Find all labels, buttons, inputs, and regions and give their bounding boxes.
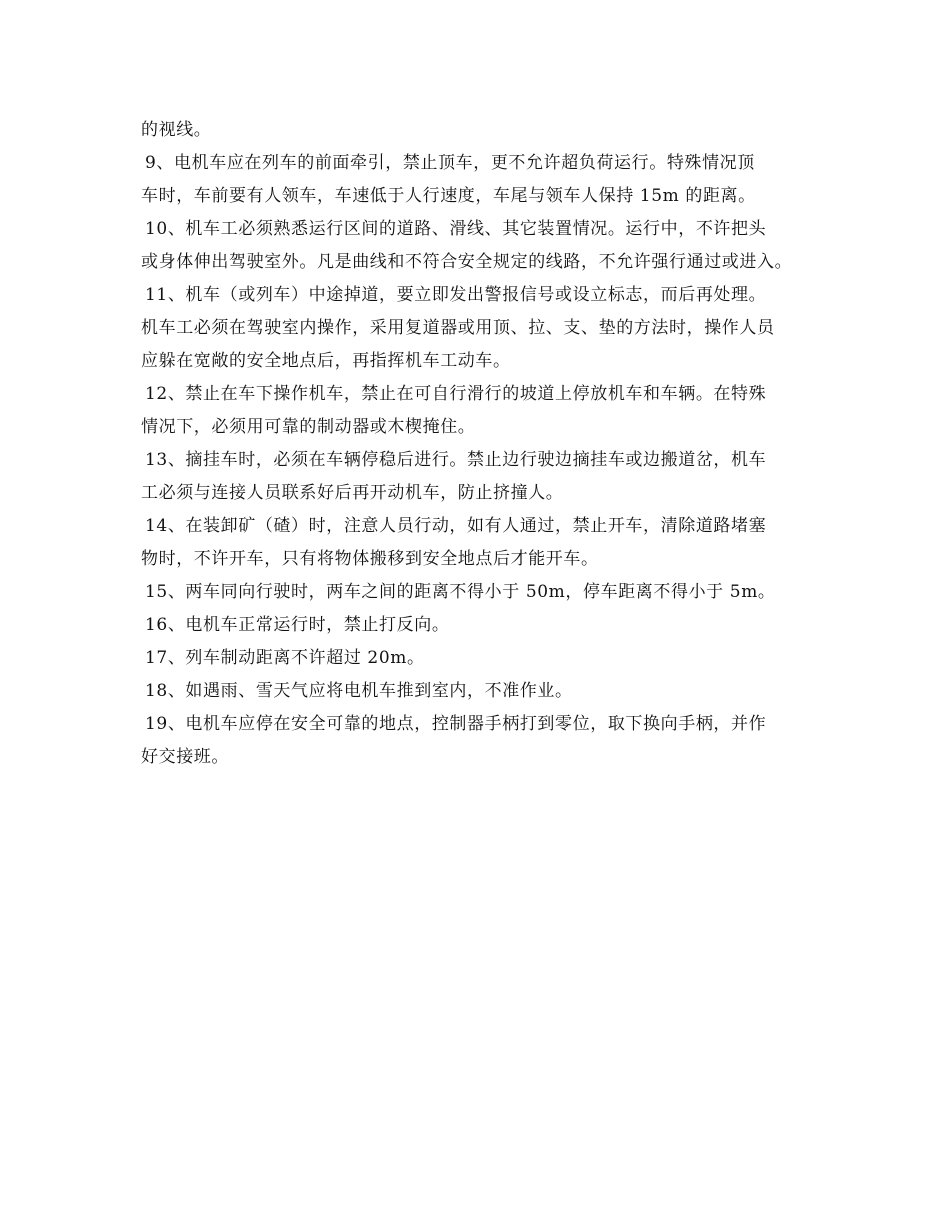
text-line: 13、摘挂车时，必须在车辆停稳后进行。禁止边行驶边摘挂车或边搬道岔，机车	[145, 450, 767, 470]
text-line: 情况下，必须用可靠的制动器或木楔掩住。	[141, 417, 476, 437]
text-line: 19、电机车应停在安全可靠的地点，控制器手柄打到零位，取下换向手柄，并作	[145, 714, 767, 734]
document-body	[141, 114, 819, 774]
text-line: 12、禁止在车下操作机车，禁止在可自行滑行的坡道上停放机车和车辆。在特殊	[145, 384, 767, 404]
text-line: 9、电机车应在列车的前面牵引，禁止顶车，更不允许超负荷运行。特殊情况顶	[145, 153, 755, 173]
text-line: 10、机车工必须熟悉运行区间的道路、滑线、其它装置情况。运行中，不许把头	[145, 219, 767, 239]
text-line: 的视线。	[141, 120, 212, 140]
text-line: 17、列车制动距离不许超过 20m。	[145, 648, 425, 668]
text-line: 工必须与连接人员联系好后再开动机车，防止挤撞人。	[141, 483, 564, 503]
text-line: 14、在装卸矿（碴）时，注意人员行动，如有人通过，禁止开车，清除道路堵塞	[145, 516, 767, 536]
text-line: 车时，车前要有人领车，车速低于人行速度，车尾与领车人保持 15m 的距离。	[141, 186, 756, 206]
text-line: 16、电机车正常运行时，禁止打反向。	[145, 615, 450, 635]
text-line: 物时，不许开车，只有将物体搬移到安全地点后才能开车。	[141, 549, 599, 569]
text-line: 15、两车同向行驶时，两车之间的距离不得小于 50m，停车距离不得小于 5m。	[145, 582, 776, 602]
text-line: 或身体伸出驾驶室外。凡是曲线和不符合安全规定的线路，不允许强行通过或进入。	[141, 252, 793, 272]
text-line: 机车工必须在驾驶室内操作，采用复道器或用顶、拉、支、垫的方法时，操作人员	[141, 318, 775, 338]
text-line: 应躲在宽敞的安全地点后，再指挥机车工动车。	[141, 351, 511, 371]
text-line: 18、如遇雨、雪天气应将电机车推到室内，不准作业。	[145, 681, 573, 701]
text-line: 11、机车（或列车）中途掉道，要立即发出警报信号或设立标志，而后再处理。	[145, 285, 767, 305]
text-line: 好交接班。	[141, 747, 229, 767]
